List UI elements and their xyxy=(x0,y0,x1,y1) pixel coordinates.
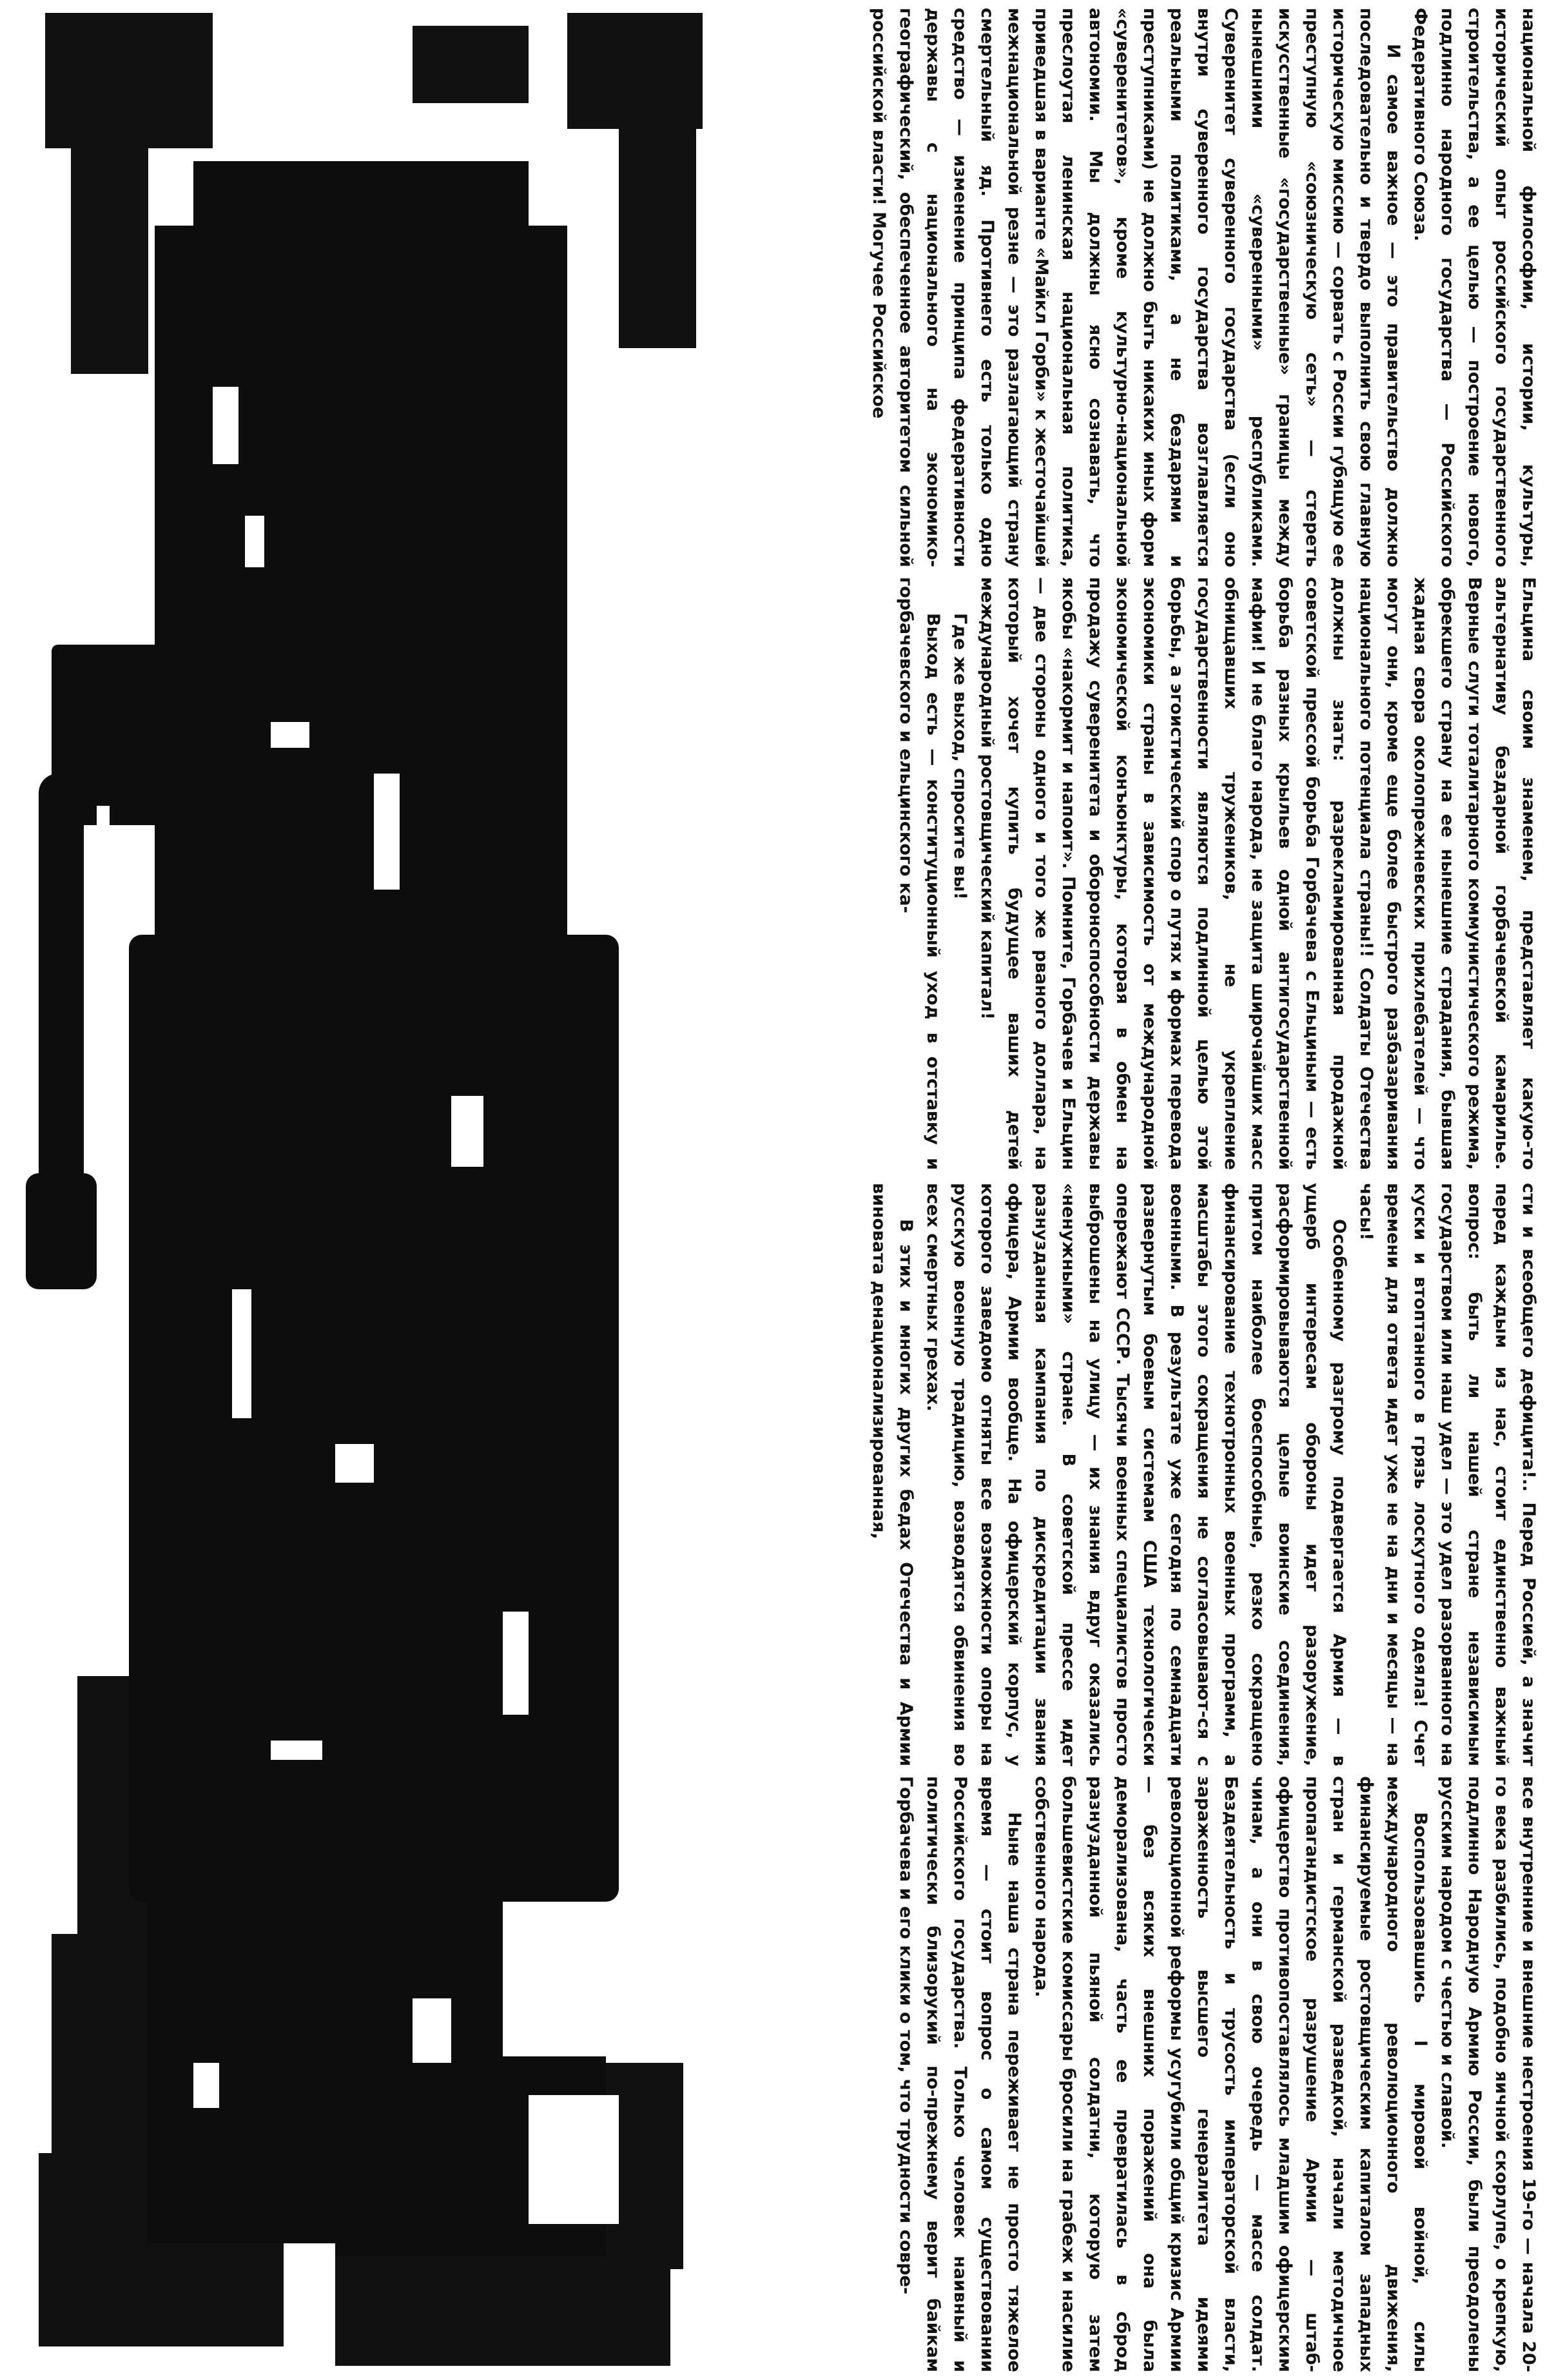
article-column-4 xyxy=(735,8,1542,567)
paragraph: Особенному разгрому подвергается Армия — в ущерб интересам обороны идет разоружение, расформировываются целые воинские соединения, притом наиболее боеспособные, резко сокращено финансирование технотронных военных программ, а масштабы этого сокращения не согласовывают-ся с военными. В результате уже сегодня по семнадцати развернутым боевым системам США технологически опережают СССР. Тысячи военных специалистов просто выброшены на улицу — их знания вдруг оказались «ненужными» стране. В советской прессе идет разнузданная кампания по дискредитации звания офицера, Армии вообще. На офицерский корпус, у которого заведомо отняты все возможности опоры на русскую военную традицию, возводятся обвинения во всех смертных грехах. xyxy=(923,1183,1349,1766)
article-column-3 xyxy=(735,577,1542,1170)
paragraph: национальной философии, истории, культуры, исторический опыт российского государственного строительства, а ее целью — построение нового, подлинно народного государства — Российского Федеративного Союза. xyxy=(1410,8,1539,567)
artillery-photo xyxy=(0,0,722,2380)
paragraph: Ныне наша страна переживает не просто тяжелое время — стоит вопрос о самом существовании Российского государства. Только человек наивный и политически близорукий по-прежнему верит байкам Горбачева и его клики о том, что трудности совре- xyxy=(896,1776,1024,2372)
paragraph: сти и всеобщего дефицита!.. Перед Россией, а значит перед каждым из нас, стоит единственно важный вопрос: быть ли нашей стране независимым государством или наш удел — это удел разорванного на куски и втоптанного в грязь лоскутного одеяла! Счет времени для ответа идет уже не на дни и месяцы — на часы! xyxy=(1356,1183,1539,1766)
paragraph: Ельцина своим знаменем, представляет какую-то альтернативу бездарной горбачевской камарилье. Верные слуги тоталитарного коммунистического режима, обрекшего страну на ее нынешние страдания, бывшая жадная свора околопрежневских прихлебателей — что могут они, кроме еще более быстрого разбазаривания национального потенциала страны!! Солдаты Отечества должны знать: разрекламированная продажной советской прессой борьба Горбачева с Ельциным — есть борьба разных крыльев одной антигосударственной мафии! И не благо народа, не защита широчайших масс обнищавших тружеников, не укрепление государственности являются подлинной целью этой борьбы, а эгоистический спор о путях и формах перевода экономики страны в зависимость от международной экономической конъюнктуры, которая в обмен на продажу суверенитета и обороноспособности державы якобы «накормит и напоит». Помните, Горбачев и Ельцин — две стороны одного и того же рваного доллара, на который хочет купить будущее ваших детей международный ростовщический капитал! xyxy=(977,577,1539,1170)
paragraph: И самое важное — это правительство должно последовательно и твердо выполнить свою главную историческую миссию — сорвать с России губящую ее преступную «союзническую сеть» — стереть искусственные «государственные» границы между нынешними «суверенными» республиками. Суверенитет суверенного государства (если оно внутри суверенного государства возглавляется реальными политиками, а не бездарями и преступниками) не должно быть никаких иных форм «суверенитетов», кроме культурно-национальной автономии. Мы должны ясно сознавать, что преслоутая ленинская национальная политика, приведшая в варианте «Майкл Горби» к жесточайшей межнациональной резне — это разлагающий страну смертельный яд. Противнего есть только одно средство — изменение принципа федеративности державы с национального на экономико-географический, обеспеченное авторитетом сильной российской власти! Могучее Российское xyxy=(869,8,1403,567)
article-column-1 xyxy=(735,1776,1542,2372)
paragraph: Воспользовавшись I мировой войной, силы международного революционного движения, финансируемые ростовщическим капиталом западных стран и германской разведкой, начали методичное пропагандистское разрушение Армии — штаб-офицерство противопоставлялось младшим офицерским чинам, а они в свою очередь — массе солдат. Бездеятельность и трусость императорской власти, зараженность высшего генералитета идеями революционной реформы усугубили общий кризис Армии — без всяких внешних поражений она была деморализована, часть ее превратилась в сброд разнузданной пьяной солдатни, которую затем большевистские комиссары бросили на грабеж и насилие собственного народа. xyxy=(1031,1776,1430,2372)
photo-halftone xyxy=(0,0,722,2380)
article-column-2 xyxy=(735,1183,1542,1766)
paragraph: В этих и многих других бедах Отечества и Армии виновата денационализированная, xyxy=(869,1183,916,1766)
paragraph: Где же выход, спросите вы! xyxy=(950,613,970,900)
paragraph: все внутренние и внешние нестроения 19-го — начала 20-го века разбились, подобно яичной скорлупе, о крепкую, подлинно Народную Армию России, были преодолены русским народом с честью и славой. xyxy=(1437,1776,1539,2372)
paragraph: Выход есть — конституционный уход в отставку и горбачевского и ельцинского ка- xyxy=(896,577,943,1170)
